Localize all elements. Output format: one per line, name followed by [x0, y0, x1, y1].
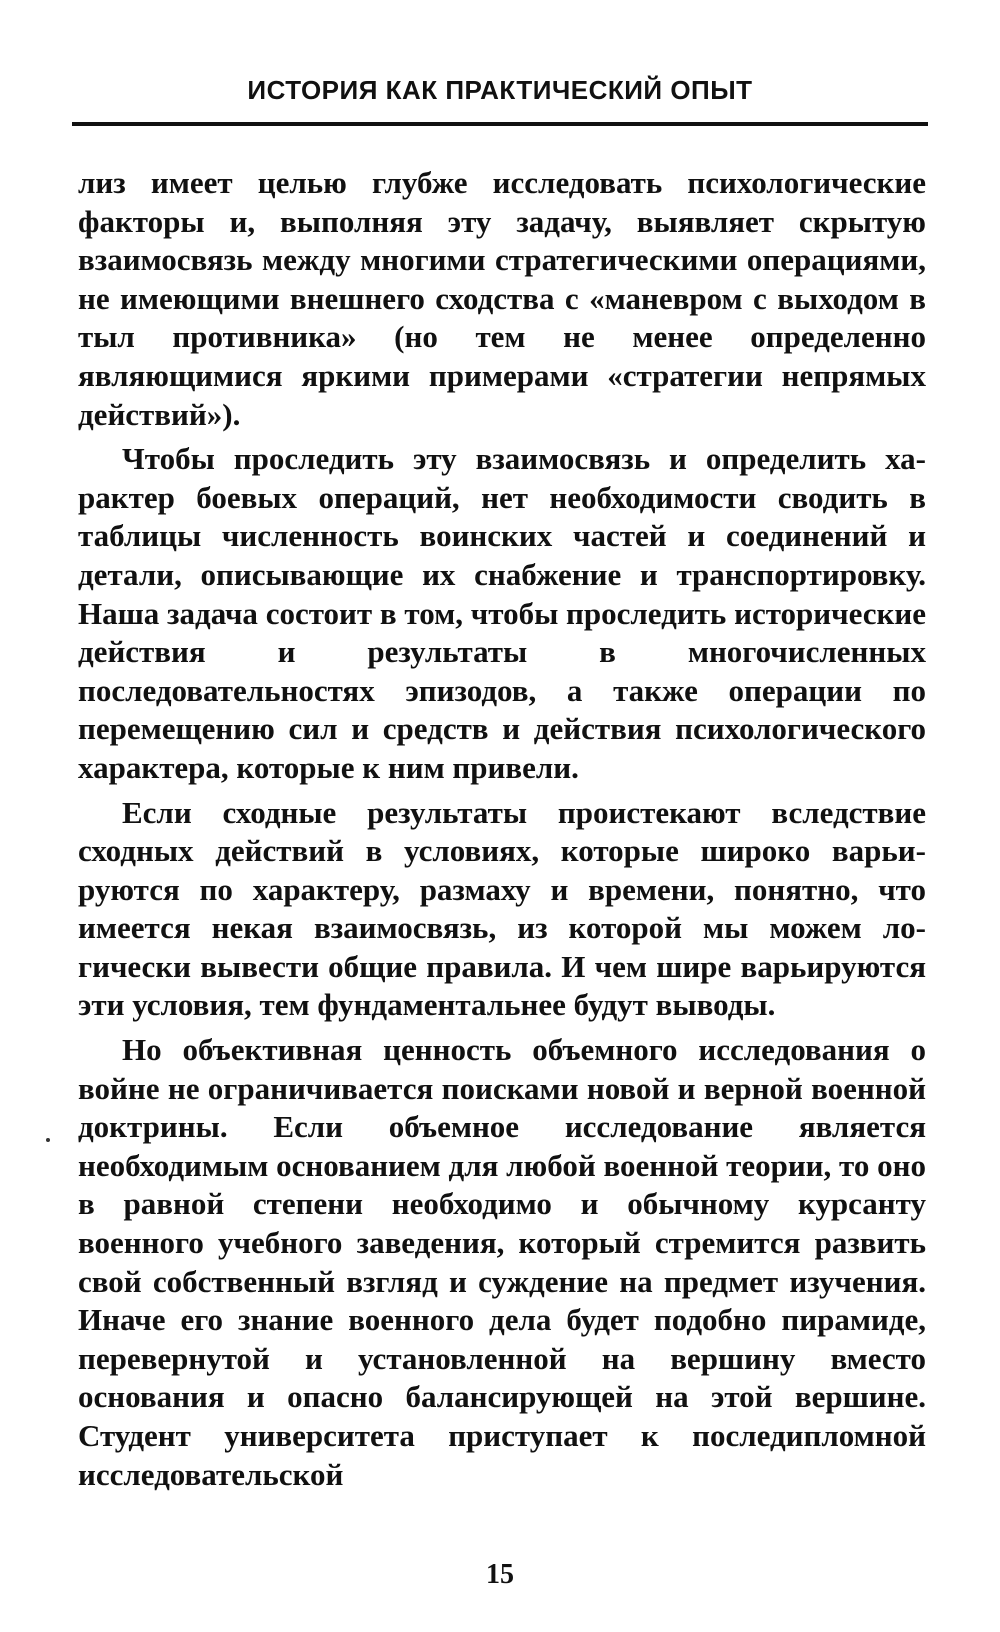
header-rule: [72, 122, 928, 126]
paragraph-3: Если сходные результаты проистекают вследствие сходных действий в условиях, которые широко варьируются по характеру, размаху и времени, понятно, что имеется некая взаимосвязь, из которой мы можем логически вывести общие правила. И чем шире варьируются эти условия, тем фундаментальнее будут выводы.: [78, 794, 926, 1023]
paragraph-1: лиз имеет целью глубже исследовать психологические факторы и, выполняя эту задачу, выявляет скрытую взаимосвязь между многими стратегическими операциями, не имеющими внешнего сходства с «маневром с выходом в тыл противника» (но тем не менее определенно являющимися яркими примерами «стратегии непрямых действий»).: [78, 165, 926, 432]
page-number: 15: [486, 1559, 514, 1590]
body-text: [78, 164, 926, 1500]
running-title: ИСТОРИЯ КАК ПРАКТИЧЕСКИЙ ОПЫТ: [247, 75, 753, 105]
paragraph-2: Чтобы проследить эту взаимосвязь и определить характер боевых операций, нет необходимости сводить в таблицы численность воинских частей и соединений и детали, описывающие их снабжение и транспортировку. Наша задача состоит в том, чтобы проследить исторические действия и результаты в многочисленных последовательностях эпизодов, а также операции по перемещению сил и средств и действия психологического характера, которые к ним привели.: [78, 441, 926, 785]
paragraph-4: Но объективная ценность объемного исследования о войне не ограничивается поисками новой и верной военной доктрины. Если объемное исследование является необходимым основанием для любой военной теории, то оно в равной степени необходимо и обычному курсанту военного учебного заведения, который стремится развить свой собственный взгляд и суждение на предмет изучения. Иначе его знание военного дела будет подобно пирамиде, перевернутой и установленной на вершину вместо основания и опасно балансирующей на этой вершине. Студент университета приступает к последипломной исследовательской: [78, 1032, 926, 1492]
print-speck: [46, 1138, 50, 1142]
